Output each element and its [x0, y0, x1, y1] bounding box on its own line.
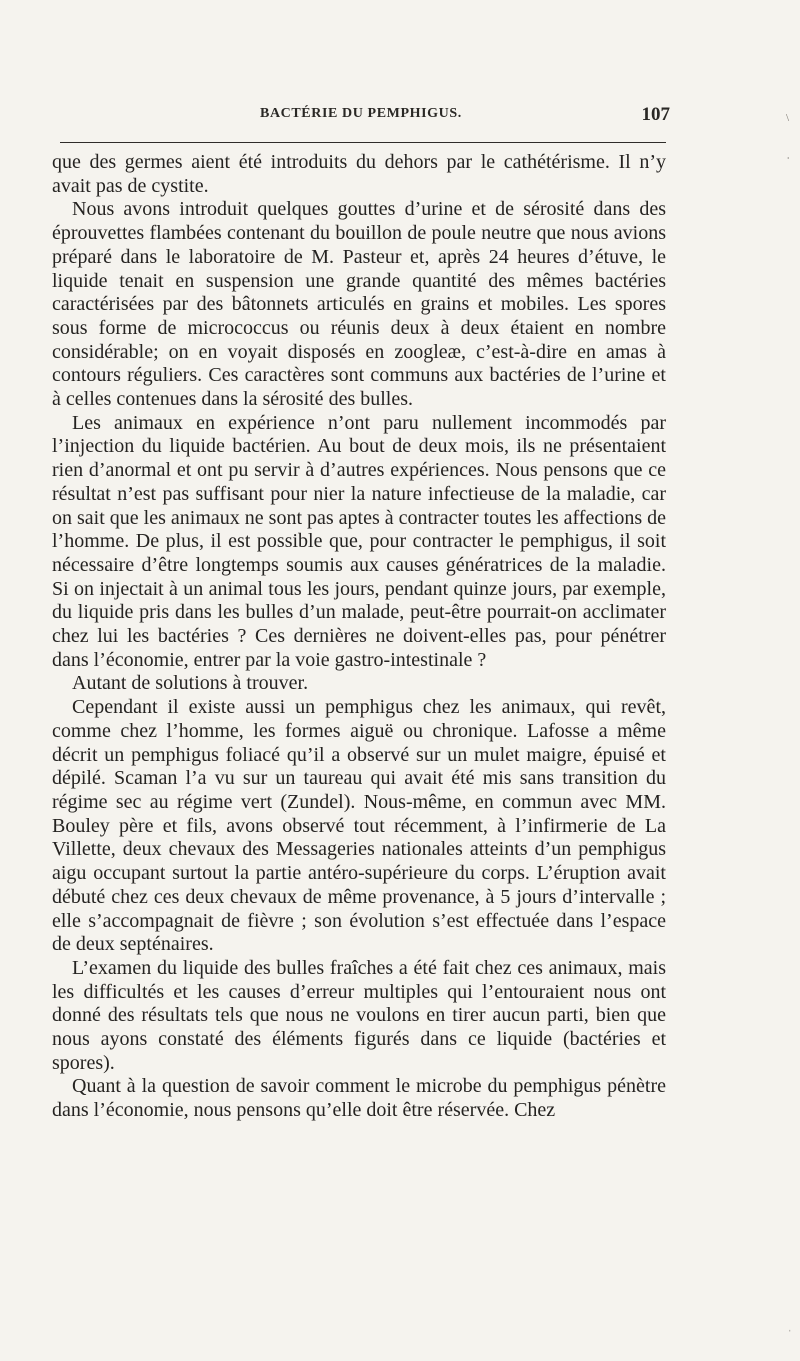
running-head: BACTÉRIE DU PEMPHIGUS. — [260, 106, 462, 121]
paragraph-animal-pemphigus: Cependant il existe aussi un pemphigus chez les animaux, qui revêt, comme chez l’homme, les formes aiguë ou chronique. Lafosse a même décrit un pemphigus foliacé qu’il a observé sur un mulet maigre, épuisé et dépilé. Scaman l’a vu sur un taureau qui avait été mis sans transition du régime sec au régime vert (Zundel). Nous-même, en commun avec MM. Bouley père et fils, avons observé tout récemment, à l’infirmerie de La Villette, deux chevaux des Messageries nationales atteints d’un pemphigus aigu occupant surtout la partie antéro-supérieure du corps. L’éruption avait débuté chez ces deux chevaux de même provenance, à 5 jours d’intervalle ; elle s’accompagnait de fièvre ; son évolution s’est effectuée dans l’espace de deux septénaires. — [52, 696, 666, 956]
paragraph-experiment: Nous avons introduit quelques gouttes d’urine et de sérosité dans des éprouvettes flambées contenant du bouillon de poule neutre que nous avions préparé dans le laboratoire de M. Pasteur et, après 24 heures d’étuve, le liquide tenait en suspension une grande quantité des mêmes bactéries caractérisées par des bâtonnets articulés en grains et mobiles. Les spores sous forme de micrococcus ou réunis deux à deux étaient en nombre considérable; on en voyait disposés en zoogleæ, c’est-à-dire en amas à contours réguliers. Ces caractères sont communs aux bactéries de l’urine et à celles contenues dans la sérosité des bulles. — [52, 198, 666, 411]
paragraph-examination: L’examen du liquide des bulles fraîches a été fait chez ces animaux, mais les difficultés et les causes d’erreur multiples qui l’entouraient nous ont donné des résultats tels que nous ne voulons en tirer aucun parti, bien que nous ayons constaté des éléments figurés dans ce liquide (bactéries et spores). — [52, 956, 666, 1074]
margin-speck: ˈ — [786, 154, 791, 169]
paragraph-solutions: Autant de solutions à trouver. — [72, 672, 309, 695]
page-body — [52, 151, 666, 1211]
header-rule — [60, 142, 666, 143]
paragraph-continuation: que des germes aient été introduits du dehors par le cathétérisme. Il n’y avait pas de cystite. — [52, 151, 666, 197]
margin-speck: \ — [786, 112, 790, 124]
margin-speck: ˈ — [788, 1328, 792, 1340]
paragraph-animals: Les animaux en expérience n’ont paru nullement incommodés par l’injection du liquide bactérien. Au bout de deux mois, ils ne présentaient rien d’anormal et ont pu servir à d’autres expériences. Nous pensons que ce résultat n’est pas suffisant pour nier la nature infectieuse de la maladie, car on sait que les animaux ne sont pas aptes à contracter toutes les affections de l’homme. De plus, il est possible que, pour contracter le pemphigus, il soit nécessaire d’être longtemps soumis aux causes génératrices de la maladie. Si on injectait à un animal tous les jours, pendant quinze jours, par exemple, du liquide pris dans les bulles d’un malade, peut-être pourrait-on acclimater chez lui les bactéries ? Ces dernières ne doivent-elles pas, pour pénétrer dans l’économie, entrer par la voie gastro-intestinale ? — [52, 411, 666, 671]
paragraph-microbe-entry: Quant à la question de savoir comment le microbe du pemphigus pénètre dans l’économie, nous pensons qu’elle doit être réservée. Chez — [52, 1075, 666, 1122]
page-header — [260, 104, 670, 130]
page-number: 107 — [641, 104, 670, 125]
